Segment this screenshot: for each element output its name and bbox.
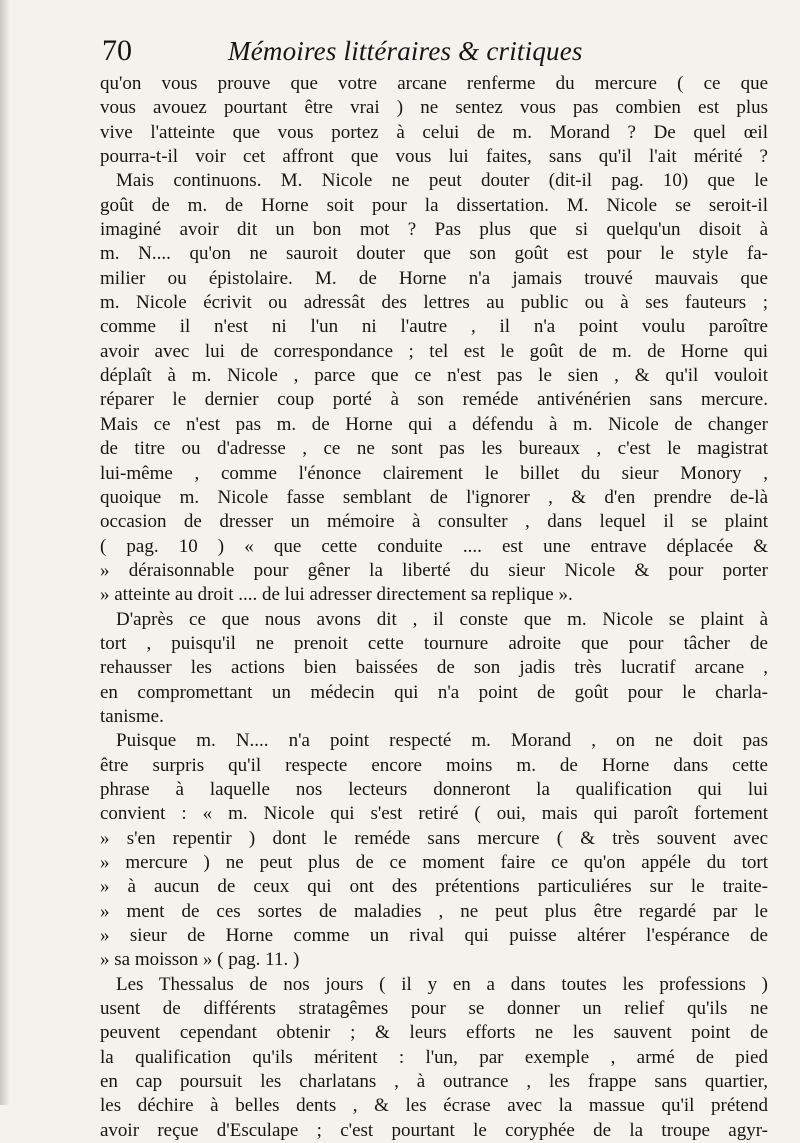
text-line: » à aucun de ceux qui ont des prétentions particuliéres sur le traite-	[100, 876, 768, 898]
page-body-text	[100, 72, 768, 1143]
text-line: les déchire à belles dents , & les écrase avec la massue qu'il prétend	[100, 1095, 768, 1117]
text-line: en compromettant un médecin qui n'a point de goût pour le charla-	[100, 681, 768, 703]
text-line: avoir avec lui de correspondance ; tel est le goût de m. de Horne qui	[100, 340, 768, 362]
text-line: Puisque m. N.... n'a point respecté m. Morand , on ne doit pas	[116, 730, 768, 752]
text-line: déplaît à m. Nicole , parce que ce n'est pas le sien , & qu'il vouloit	[100, 365, 768, 387]
text-line: pourra-t-il voir cet affront que vous lui faites, sans qu'il l'ait mérité ?	[100, 146, 768, 168]
text-line: peuvent cependant obtenir ; & leurs efforts ne les sauvent point de	[100, 1022, 768, 1044]
text-line: réparer le dernier coup porté à son reméde antivénérien sans mercure.	[100, 389, 768, 411]
page-header	[102, 28, 762, 72]
text-line: de titre ou d'adresse , ce ne sont pas les bureaux , c'est le magistrat	[100, 438, 768, 460]
text-line: vive l'atteinte que vous portez à celui de m. Morand ? De quel œil	[100, 121, 768, 143]
text-line: convient : « m. Nicole qui s'est retiré ( oui, mais qui paroît fortement	[100, 803, 768, 825]
text-line: usent de différents stratagêmes pour se donner un relief qu'ils ne	[100, 998, 768, 1020]
text-line: avoir reçue d'Esculape ; c'est pourtant le coryphée de la troupe agyr-	[100, 1119, 768, 1141]
text-line: » ment de ces sortes de maladies , ne peut plus être regardé par le	[100, 900, 768, 922]
text-line: m. Nicole écrivit ou adressât des lettres au public ou à ses fauteurs ;	[100, 292, 768, 314]
text-line: imaginé avoir dit un bon mot ? Pas plus que si quelqu'un disoit à	[100, 219, 768, 241]
text-line: » mercure ) ne peut plus de ce moment faire ce qu'on appéle du tort	[100, 852, 768, 873]
text-line: rehausser les actions bien baissées de son jadis très lucratif arcane ,	[100, 657, 768, 679]
text-line: » sieur de Horne comme un rival qui puisse altérer l'espérance de	[100, 925, 768, 947]
text-line: la qualification qu'ils méritent : l'un, par exemple , armé de pied	[100, 1046, 768, 1068]
text-line: phrase à laquelle nos lecteurs donneront la qualification qui lui	[100, 778, 768, 800]
text-line: qu'on vous prouve que votre arcane renferme du mercure ( ce que	[100, 73, 768, 94]
page-edge-shadow	[0, 0, 10, 1105]
text-line: tort , puisqu'il ne prenoit cette tournure adroite que pour tâcher de	[100, 632, 768, 654]
text-line: tanisme.	[100, 705, 164, 727]
text-line: milier ou épistolaire. M. de Horne n'a jamais trouvé mauvais que	[100, 267, 768, 289]
text-line: Mais ce n'est pas m. de Horne qui a défendu à m. Nicole de changer	[100, 413, 768, 435]
text-line: quoique m. Nicole fasse semblant de l'ignorer , & d'en prendre de-là	[100, 486, 768, 508]
text-line: » s'en repentir ) dont le reméde sans mercure ( & très souvent avec	[100, 827, 768, 849]
text-line: en cap poursuit les charlatans , à outrance , les frappe sans quartier,	[100, 1071, 768, 1093]
text-line: » déraisonnable pour gêner la liberté du sieur Nicole & pour porter	[100, 559, 768, 581]
text-line: Les Thessalus de nos jours ( il y en a dans toutes les professions )	[116, 973, 768, 995]
text-line: comme il n'est ni l'un ni l'autre , il n'a point voulu paroître	[100, 316, 768, 338]
text-line: m. N.... qu'on ne sauroit douter que son goût est pour le style fa-	[100, 243, 768, 265]
text-line: vous avouez pourtant être vrai ) ne sentez vous pas combien est plus	[100, 97, 768, 119]
text-line: Mais continuons. M. Nicole ne peut douter (dit-il pag. 10) que le	[116, 170, 768, 192]
text-line: » sa moisson » ( pag. 11. )	[100, 949, 300, 971]
text-line: goût de m. de Horne soit pour la dissertation. M. Nicole se seroit-il	[100, 194, 768, 216]
text-line: D'après ce que nous avons dit , il conste que m. Nicole se plaint à	[116, 608, 768, 630]
text-line: ( pag. 10 ) « que cette conduite .... est une entrave déplacée &	[100, 535, 768, 557]
running-title: Mémoires littéraires & critiques	[228, 36, 583, 66]
text-line: lui-même , comme l'énonce clairement le billet du sieur Monory ,	[100, 462, 768, 484]
text-line: être surpris qu'il respecte encore moins m. de Horne dans cette	[100, 754, 768, 776]
page-number: 70	[102, 34, 132, 67]
text-line: occasion de dresser un mémoire à consulter , dans lequel il se plaint	[100, 511, 768, 533]
text-line: » atteinte au droit .... de lui adresser directement sa replique ».	[100, 584, 573, 606]
